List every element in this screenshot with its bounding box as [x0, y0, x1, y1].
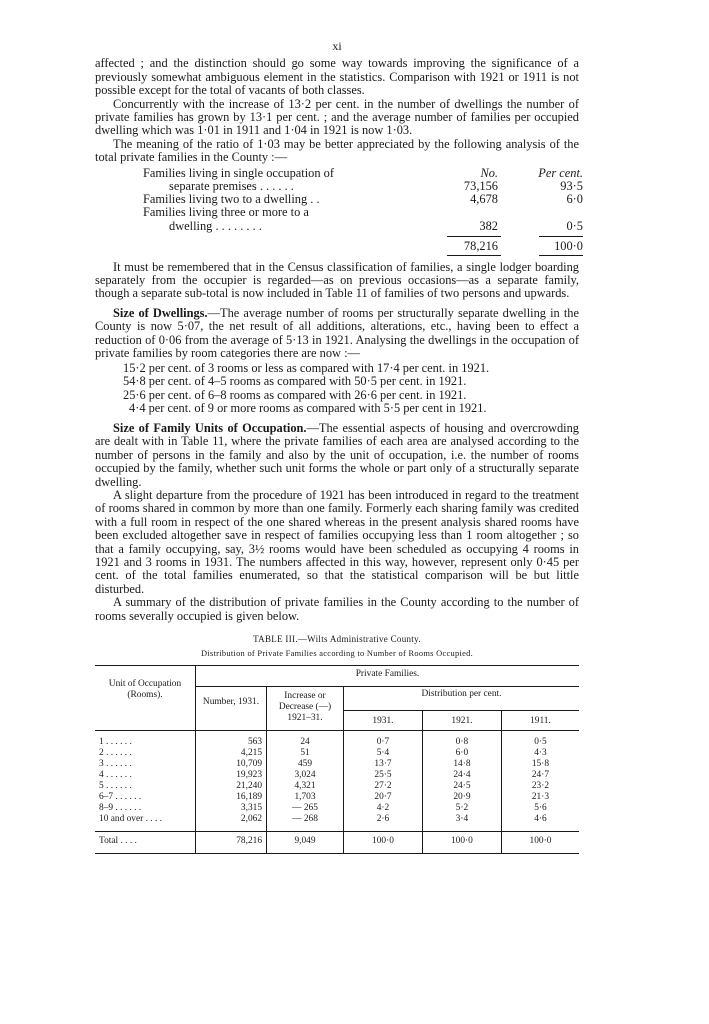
table-cell-1931: 0·7 [344, 737, 423, 748]
paragraph-2: Concurrently with the increase of 13·2 per cent. in the number of dwellings the number of private families has grown by 13·1 per cent. ; and the average number of families per occupied dwelling which was 1·01 in 1911 and 1·04 in 1921 is now 1·03. [95, 96, 579, 138]
table-cell-unit: 6–7 . . . . . . [95, 792, 196, 803]
paragraph-family-units [95, 422, 579, 489]
families-head-no: No. [480, 165, 498, 180]
paragraph-size-of-dwellings [95, 307, 579, 361]
families-row-1-label-b: separate premises . . . . . . [169, 178, 294, 193]
room-stat-item: 54·8 per cent. of 4–5 rooms as compared with 50·5 per cent. in 1921. [123, 374, 467, 389]
room-stat-item: 4·4 per cent. of 9 or more rooms as compared with 5·5 per cent in 1921. [129, 401, 487, 416]
table-cell-1911: 5·6 [534, 802, 547, 813]
table-total-1921: 100·0 [422, 831, 501, 853]
families-row-2-pc: 6·0 [566, 191, 583, 206]
table-cell-1911: 4·3 [534, 747, 547, 758]
table-cell-1911: 24·7 [531, 769, 550, 780]
table-cell-1921: 20·9 [422, 792, 501, 803]
table-row [95, 792, 579, 803]
table-3-subcaption: Distribution of Private Families according to Number of Rooms Occupied. [200, 649, 474, 659]
room-stat-item: 15·2 per cent. of 3 rooms or less as compared with 17·4 per cent. in 1921. [123, 360, 490, 375]
table-total-increase: 9,049 [267, 831, 344, 853]
table-cell-1931: 2·6 [344, 814, 423, 825]
table-cell-number: 3,315 [196, 803, 267, 814]
table-cell-1911: 21·3 [531, 791, 550, 802]
table-cell-1931: 20·7 [344, 792, 423, 803]
table-cell-increase: 24 [267, 737, 344, 748]
table-cell-increase: 1,703 [267, 792, 344, 803]
table-cell-1911: 15·8 [531, 758, 550, 769]
paragraph-1: affected ; and the distinction should go some way towards improving the significance of a previously somewhat ambiguous element in the statistics. Comparison with 1921 or 1911 is not possible except for the total of vacants of both classes. [95, 56, 579, 98]
table-row [95, 770, 579, 781]
table-cell-1931: 5·4 [344, 748, 423, 759]
table-cell-unit: 4 . . . . . . [95, 770, 196, 781]
table-cell-1931: 4·2 [344, 803, 423, 814]
families-row-1-label-a: Families living in single occupation of [143, 165, 334, 180]
table-cell-number: 21,240 [196, 781, 267, 792]
table-cell-1931: 13·7 [344, 759, 423, 770]
table-cell-increase: 51 [267, 748, 344, 759]
table-cell-increase: 4,321 [267, 781, 344, 792]
families-analysis-table [95, 165, 583, 255]
size-of-dwellings-heading: Size of Dwellings. [113, 305, 208, 320]
table-cell-unit: 8–9 . . . . . . [95, 803, 196, 814]
table-3-head-number: Number, 1931. [196, 686, 267, 730]
table-cell-number: 16,189 [196, 792, 267, 803]
table-total-number: 78,216 [196, 831, 267, 853]
table-row [95, 759, 579, 770]
paragraph-7: A slight departure from the procedure of 1921 has been introduced in regard to the treatment of rooms shared in common by more than one family. Formerly each sharing family was credited with a full room in respect of the one shared whereas in the present analysis shared rooms have been excluded altogether save in respect of families occupying less than 1 room altogether ; so that a family occupying, say, 3½ rooms would have been scheduled as occupying 4 rooms in 1921 and 3 rooms in 1931. The numbers affected in this way, however, represent only 0·45 per cent. of the total families enumerated, so that the statistical comparison will be but little disturbed. [95, 487, 579, 596]
table-cell-1921: 24·4 [422, 770, 501, 781]
families-row-1-no: 73,156 [463, 178, 498, 193]
table-row [95, 814, 579, 825]
table-cell-1921: 24·5 [422, 781, 501, 792]
families-total-rule-pc [539, 236, 583, 237]
table-3-head-unit: Unit of Occupation (Rooms). [95, 665, 196, 730]
families-row-1-pc: 93·5 [560, 178, 583, 193]
table-cell-unit: 10 and over . . . . [95, 814, 196, 825]
table-cell-1921: 0·8 [422, 737, 501, 748]
families-row-3-label-a: Families living three or more to a [143, 204, 309, 219]
table-cell-number: 10,709 [196, 759, 267, 770]
table-cell-unit: 3 . . . . . . [95, 759, 196, 770]
table-cell-number: 563 [196, 737, 267, 748]
document-page [95, 39, 583, 854]
table-3-head-1921: 1921. [422, 710, 501, 730]
table-cell-1911: 4·6 [534, 813, 547, 824]
table-cell-1921: 3·4 [422, 814, 501, 825]
table-cell-increase: 3,024 [267, 770, 344, 781]
table-cell-unit: 2 . . . . . . [95, 748, 196, 759]
table-cell-unit: 5 . . . . . . [95, 781, 196, 792]
families-row-3-label-b: dwelling . . . . . . . . [169, 218, 262, 233]
table-cell-unit: 1 . . . . . . [95, 737, 196, 748]
table-row [95, 781, 579, 792]
table-row [95, 737, 579, 748]
page-number: xi [332, 39, 342, 53]
families-head-pc: Per cent. [538, 165, 583, 180]
families-row-3-pc: 0·5 [566, 218, 583, 233]
paragraph-4: It must be remembered that in the Census classification of families, a single lodger boarding separately from the occupier is regarded—as on previous occasions—as a separate family, though a separate sub-total is now included in Table 11 of families of two persons and upwards. [95, 259, 579, 301]
families-row-2-no: 4,678 [470, 191, 498, 206]
table-3-head-private: Private Families. [196, 665, 580, 686]
room-stat-item: 25·6 per cent. of 6–8 rooms as compared with 26·6 per cent. in 1921. [123, 387, 467, 402]
table-3-head-1911: 1911. [530, 715, 551, 726]
table-cell-increase: — 268 [267, 814, 344, 825]
table-cell-1931: 27·2 [344, 781, 423, 792]
table-3-head-increase: Increase or Decrease (—) 1921–31. [267, 686, 344, 730]
family-units-heading: Size of Family Units of Occupation. [113, 420, 307, 435]
table-total-label: Total . . . . [95, 831, 196, 853]
room-stats-list [123, 362, 579, 416]
table-cell-1911: 0·5 [534, 736, 547, 747]
table-cell-1921: 6·0 [422, 748, 501, 759]
table-cell-1931: 25·5 [344, 770, 423, 781]
families-row-2-label: Families living two to a dwelling . . [143, 191, 320, 206]
table-cell-number: 2,062 [196, 814, 267, 825]
families-total-pc: 100·0 [554, 238, 583, 253]
table-cell-number: 19,923 [196, 770, 267, 781]
families-total-no: 78,216 [463, 238, 498, 253]
table-row [95, 803, 579, 814]
family-units-text: —The essential aspects of housing and overcrowding are dealt with in Table 11, where the private families of each area are analysed according to the number of persons in the family and also by the unit of occupation, i.e. the number of rooms occupied by the family, whether such unit forms the whole or part only of a structurally separate dwelling. [95, 420, 580, 489]
size-of-dwellings-text: —The average number of rooms per structurally separate dwelling in the County is now 5·07, the net result of all additions, alterations, etc., having been to effect a reduction of 0·06 from the average of 5·13 in 1921. Analysing the dwellings in the occupation of private families by room categories there are now :— [95, 305, 579, 361]
families-total-rule-no [447, 236, 501, 237]
table-cell-number: 4,215 [196, 748, 267, 759]
table-row [95, 748, 579, 759]
families-total-underline-no [447, 255, 501, 256]
table-cell-increase: 459 [267, 759, 344, 770]
table-total-row [95, 831, 579, 853]
families-row-3-no: 382 [479, 218, 498, 233]
table-total-1911: 100·0 [529, 835, 552, 846]
table-3-head-dist: Distribution per cent. [344, 686, 580, 710]
table-total-1931: 100·0 [344, 831, 423, 853]
table-3 [95, 665, 579, 854]
table-3-caption: TABLE III.—Wilts Administrative County. [253, 633, 421, 644]
paragraph-3: The meaning of the ratio of 1·03 may be better appreciated by the following analysis of the total private families in the County :— [95, 136, 579, 165]
table-3-head-1931: 1931. [344, 710, 423, 730]
families-total-underline-pc [539, 255, 583, 256]
table-cell-1921: 5·2 [422, 803, 501, 814]
table-cell-increase: — 265 [267, 803, 344, 814]
table-cell-1911: 23·2 [531, 780, 550, 791]
paragraph-8: A summary of the distribution of private families in the County according to the number of rooms severally occupied is given below. [95, 595, 579, 623]
table-cell-1921: 14·8 [422, 759, 501, 770]
